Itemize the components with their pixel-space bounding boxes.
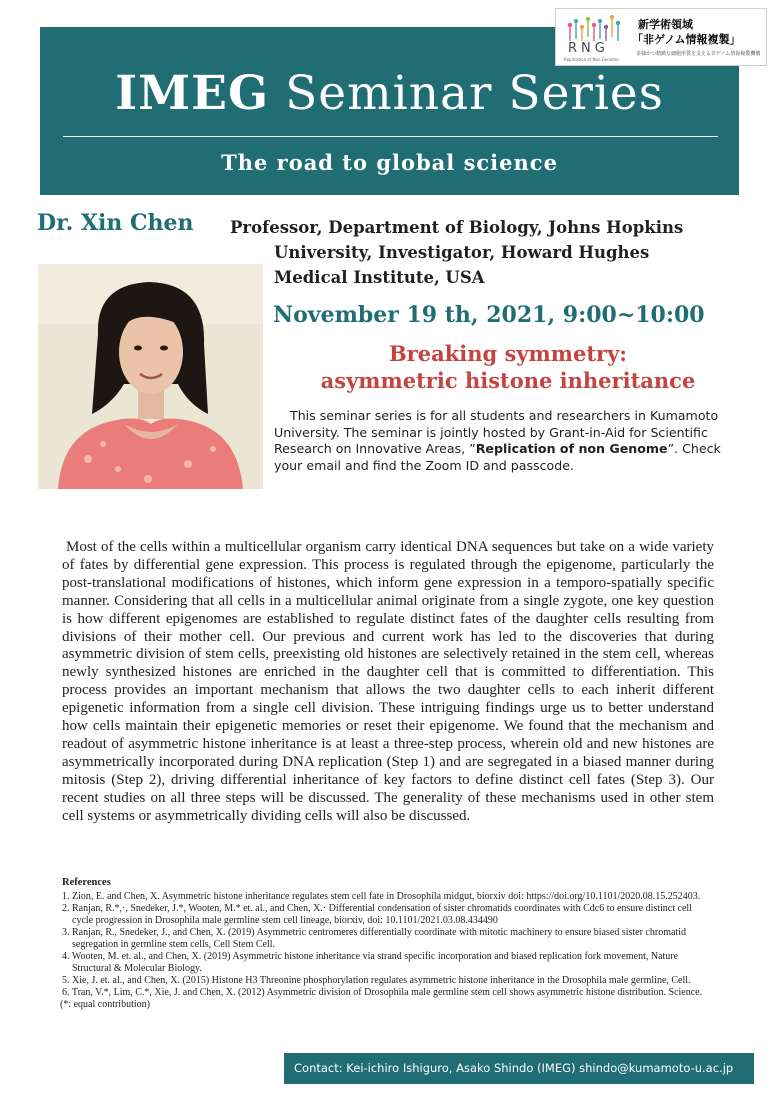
speaker-affiliation <box>230 215 730 290</box>
affiliation-line-1: Professor, Department of Biology, Johns Hopkins <box>230 218 684 237</box>
rng-logo <box>555 8 767 66</box>
reference-item: 1. Zion, E. and Chen, X. Asymmetric histone inheritance regulates stem cell fate in Drosophila midgut, biorxiv doi: https://doi.org/10.1101/2020.08.15.252403. <box>62 891 701 902</box>
contact-bar: Contact: Kei-ichiro Ishiguro, Asako Shindo (IMEG) shindo@kumamoto-u.ac.jp <box>284 1053 754 1084</box>
reference-item: 6. Tran, V.*, Lim, C.*, Xie, J. and Chen, X. (2012) Asymmetric division of Drosophila male germline stem cell shows asymmetric histone distribution. Science. <box>62 987 703 998</box>
affiliation-line-3: Medical Institute, USA <box>274 268 485 287</box>
logo-line-2: 「非ゲノム情報複製」 <box>632 33 741 46</box>
banner-subtitle: The road to global science <box>221 150 558 175</box>
affiliation-line-2: University, Investigator, Howard Hughes <box>274 243 650 262</box>
banner-title <box>40 66 739 121</box>
logo-acronym: RNG <box>568 41 609 56</box>
talk-title <box>268 340 748 394</box>
notice-text-bold: Replication of non Genome <box>475 441 668 456</box>
banner-divider <box>63 136 718 137</box>
speaker-photo <box>38 264 263 489</box>
event-date: November 19 th, 2021, 9:00~10:00 <box>273 302 705 328</box>
abstract: Most of the cells within a multicellular organism carry identical DNA sequences but take on a wide variety of fates by differential gene expression. This process is regulated through the epigenome, particularly the post-translational modifications of histones, which inform gene expression in a temporo-spatially specific manner. Considering that all cells in a multicellular animal originate from a single zygote, one key question is how different epigenomes are established to regulate distinct fates of the daughter cells resulting from divisions of their mother cell. Our previous and current work has led to the discoveries that during asymmetric division of stem cells, preexisting old histones are selectively retained in the stem cell, whereas newly synthesized histones are enriched in the daughter cell that is committed to differentiation. This process provides an important mechanism that allows the two daughter cells to each inherit different epigenetic information from a single cell division. These intriguing findings urge us to better understand how cells maintain their epigenetic memories or reset their epigenome. We found that the mechanism and readout of asymmetric histone inheritance is at least a three-step process, wherein old and new histones are asymmetrically incorporated during DNA replication (Step 1) and are segregated in a biased manner during mitosis (Step 2), driving differential inheritance of key factors to define distinct cell fates (Step 3). Our recent studies on all three steps will be discussed. The generality of these mechanisms used in other stem cell systems or asymmetrically dividing cells will also be discussed. <box>62 539 714 824</box>
speaker-portrait-icon <box>38 264 263 489</box>
references-note: (*: equal contribution) <box>60 999 150 1010</box>
talk-title-line-2: asymmetric histone inheritance <box>320 368 696 393</box>
talk-title-line-1: Breaking symmetry: <box>388 341 628 366</box>
references <box>62 877 712 1011</box>
reference-item: 3. Ranjan, R., Snedeker, J., and Chen, X. (2019) Asymmetric centromeres differentially coordinate with mitotic machinery to ensure biased sister chromatid segregation in germline stem cells, Cell Stem Cell. <box>62 927 686 950</box>
banner-title-rest: Seminar Series <box>269 66 664 121</box>
notice-text-before: This seminar series is for all students and researchers in Kumamoto University. The seminar is jointly hosted by Grant-in-Aid for Scientific Research on Innovative Areas, ” <box>274 408 719 456</box>
reference-item: 5. Xie, J. et. al., and Chen, X. (2015) Histone H3 Threonine phosphorylation regulates asymmetric histone inheritance in the Drosophila male germline, Cell. <box>62 975 691 986</box>
speaker-name: Dr. Xin Chen <box>37 210 194 236</box>
reference-item: 2. Ranjan, R.*,·, Snedeker, J.*, Wooten, M.* et. al., and Chen, X.· Differential condensation of sister chromatids coordinates with Cdc6 to ensure distinct cell cycle progression in Drosophila male germline stem cell lineage, biorxiv, doi: 10.1101/2021.03.08.434490 <box>62 903 692 926</box>
notice-text-after: ”. Check your email and find the Zoom ID and passcode. <box>274 441 721 473</box>
references-heading: References <box>62 877 111 888</box>
reference-item: 4. Wooten, M. et. al., and Chen, X. (2019) Asymmetric histone inheritance via strand specific incorporation and biased replication fork movement, Nature Structural & Molecular Biology. <box>62 951 679 974</box>
logo-line-1: 新学術領域 <box>638 18 693 31</box>
logo-acronym-sub: Replication of Non Genome <box>564 57 619 62</box>
banner-title-bold: IMEG <box>115 66 270 121</box>
logo-line-3: 多様かつ精緻な細胞形質を支える非ゲノム情報複製機構 <box>636 51 761 57</box>
seminar-notice <box>274 408 744 474</box>
